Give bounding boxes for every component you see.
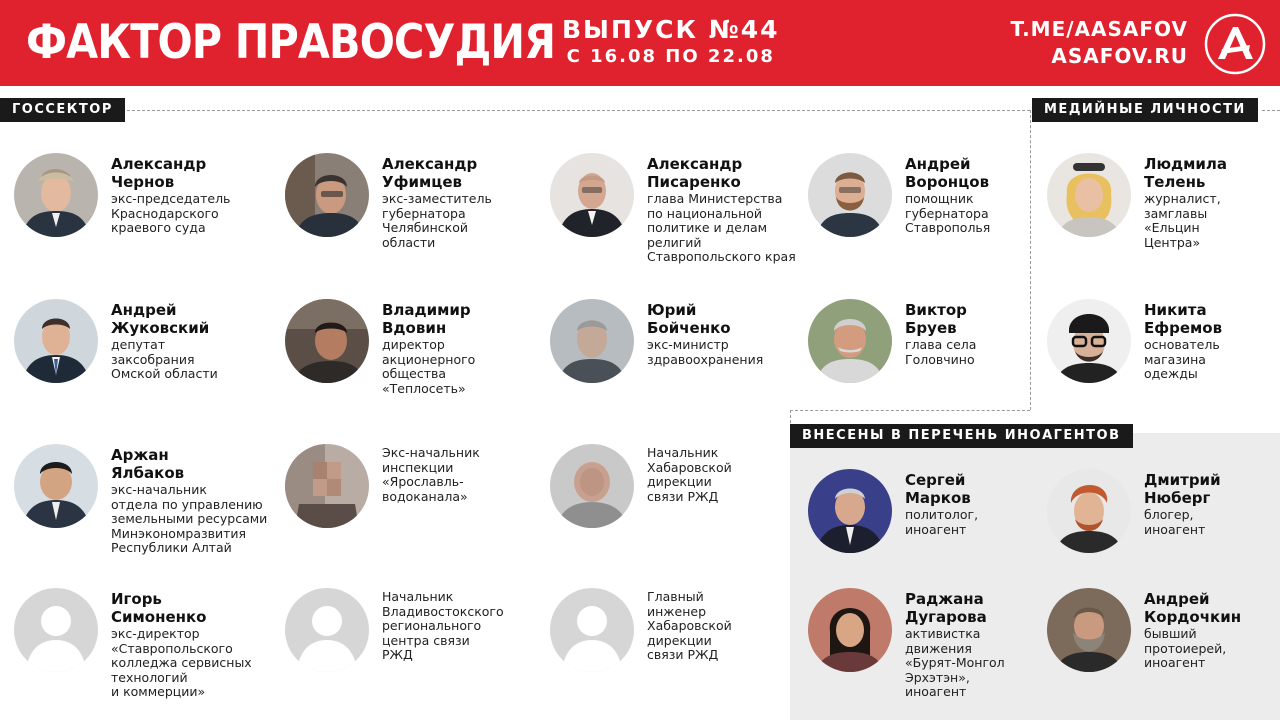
role-line: директор <box>382 337 445 352</box>
role-line: экс-директор <box>111 626 200 641</box>
person-info <box>1144 155 1227 250</box>
role-line: «Бурят-Монгол <box>905 655 1005 670</box>
role <box>382 338 475 396</box>
person-info <box>382 155 492 250</box>
person-info <box>382 446 480 504</box>
role-line: журналист, <box>1144 191 1221 206</box>
person-name-line: Телень <box>1144 173 1206 191</box>
role-line: инженер <box>647 603 707 619</box>
person-name-line: Бойченко <box>647 319 731 337</box>
role-line: основатель <box>1144 337 1220 352</box>
person-name-line: Игорь <box>111 590 162 608</box>
role-line: Минэкономразвития <box>111 525 247 541</box>
person-name-line: Дугарова <box>905 608 987 626</box>
role <box>1144 508 1221 537</box>
role <box>111 192 230 236</box>
role <box>647 590 732 663</box>
role-line: магазина <box>1144 351 1206 367</box>
person-name-line: Аржан <box>111 446 169 464</box>
brand-title: ФАКТОР ПРАВОСУДИЯ <box>26 15 556 70</box>
avatar <box>285 153 369 237</box>
role <box>1144 192 1227 250</box>
role-line: иноагент <box>905 521 967 537</box>
role <box>905 508 978 537</box>
avatar <box>1047 153 1131 237</box>
role-line: акционерного <box>382 351 476 367</box>
avatar <box>550 299 634 383</box>
role-line: экс-министр <box>647 337 729 352</box>
role-line: религий <box>647 234 702 250</box>
role-line: заксобрания <box>111 351 195 367</box>
role-line: отдела по управлению <box>111 496 263 512</box>
person-name-line: Юрий <box>647 301 697 319</box>
role-line: по национальной <box>647 205 763 221</box>
person-info <box>382 590 504 663</box>
role-line: дирекции <box>647 632 712 648</box>
role-line: экс-начальник <box>111 482 207 497</box>
role <box>905 192 990 236</box>
person-name-line: Кордочкин <box>1144 608 1242 626</box>
person-name-line: Никита <box>1144 301 1207 319</box>
person-name-line: Ялбаков <box>111 464 185 482</box>
avatar <box>14 444 98 528</box>
role-line: дирекции <box>647 474 712 489</box>
avatar <box>808 299 892 383</box>
avatar <box>808 469 892 553</box>
role-line: технологий <box>111 669 188 685</box>
person-name-line: Андрей <box>111 301 177 319</box>
role <box>382 446 480 504</box>
person-name-line: Сергей <box>905 471 966 489</box>
role-line: водоканала» <box>382 488 468 504</box>
last-name: Чернов <box>111 173 175 191</box>
person-name-line: Вдовин <box>382 319 447 337</box>
role <box>382 590 504 663</box>
role <box>647 192 796 265</box>
avatar <box>1047 469 1131 553</box>
role <box>1144 338 1222 382</box>
role-line: земельными ресурсами <box>111 511 268 526</box>
telegram-link[interactable]: T.ME/AASAFOV <box>1010 17 1188 41</box>
role-line: депутат <box>111 337 166 352</box>
role-line: Начальник <box>382 589 454 604</box>
person-info <box>647 155 796 265</box>
person-info <box>647 301 763 367</box>
role-line: «Ельцин <box>1144 220 1200 235</box>
role-line: Хабаровской <box>647 618 732 633</box>
role-line: Омской области <box>111 366 218 381</box>
role-line: краевого суда <box>111 220 206 235</box>
person-name-line: Владимир <box>382 301 471 319</box>
role-line: помощник <box>905 191 974 206</box>
contacts <box>1010 16 1188 70</box>
role-line: глава села <box>905 337 977 352</box>
role-line: экс-заместитель <box>382 191 492 206</box>
person-info <box>111 446 267 556</box>
role-line: колледжа сервисных <box>111 655 252 670</box>
role <box>111 627 252 700</box>
site-link[interactable]: ASAFOV.RU <box>1051 44 1188 68</box>
role-line: замглавы <box>1144 205 1208 221</box>
role <box>905 338 976 367</box>
role-line: Центра» <box>1144 234 1201 250</box>
person-name-line: Нюберг <box>1144 489 1211 507</box>
role-line: связи РЖД <box>647 647 719 662</box>
person-name-line: Александр <box>647 155 743 173</box>
person-name-line: Уфимцев <box>382 173 463 191</box>
section-label-gossektor: ГОССЕКТОР <box>0 98 125 122</box>
role-line: общества <box>382 366 447 381</box>
role-line: губернатора <box>382 205 466 221</box>
role-line: Республики Алтай <box>111 540 232 555</box>
person-info <box>1144 590 1241 671</box>
role <box>647 446 732 504</box>
person-info <box>382 301 475 396</box>
avatar <box>550 153 634 237</box>
person-name-line: Ефремов <box>1144 319 1223 337</box>
role-line: губернатора <box>905 205 989 221</box>
person-name-line: Воронцов <box>905 173 990 191</box>
role-line: иноагент <box>1144 655 1206 670</box>
avatar-placeholder <box>285 588 369 672</box>
role-line: центра связи <box>382 632 470 648</box>
role-line: протоиерей, <box>1144 640 1227 656</box>
avatar <box>1047 299 1131 383</box>
role <box>1144 627 1241 671</box>
inoagent-top-divider <box>790 410 1030 411</box>
person-info <box>905 471 978 537</box>
role-line: инспекции <box>382 459 454 475</box>
role-line: Главный <box>647 589 704 604</box>
asafov-logo-icon[interactable] <box>1204 13 1266 75</box>
role-line: здравоохранения <box>647 351 764 367</box>
role-line: иноагент <box>905 684 967 699</box>
media-vertical-divider <box>1030 110 1031 410</box>
person-info <box>1144 471 1221 537</box>
role-line: Эрхэтэн», <box>905 669 970 685</box>
person-info <box>905 155 990 236</box>
role-line: Начальник <box>647 445 719 460</box>
role <box>111 338 218 382</box>
role-line: регионального <box>382 618 482 633</box>
role-line: «Ярославль- <box>382 474 464 489</box>
issue-dates: С 16.08 ПО 22.08 <box>566 46 775 67</box>
role-line: бывший <box>1144 626 1197 641</box>
avatar-placeholder <box>550 588 634 672</box>
role-line: политолог, <box>905 507 979 522</box>
role-line: глава Министерства <box>647 191 783 206</box>
avatar <box>808 588 892 672</box>
role-line: области <box>382 234 436 250</box>
role-line: Краснодарского <box>111 205 219 221</box>
person-name-line: Раджана <box>905 590 984 608</box>
avatar <box>14 153 98 237</box>
role-line: иноагент <box>1144 521 1206 537</box>
person-name-line: Бруев <box>905 319 957 337</box>
person-name-line: Виктор <box>905 301 967 319</box>
role <box>111 483 267 556</box>
person-info <box>905 590 1005 700</box>
person-info <box>905 301 976 367</box>
avatar-blurred <box>285 444 369 528</box>
person-info <box>1144 301 1222 382</box>
avatar-placeholder <box>14 588 98 672</box>
person-name-line: Андрей <box>905 155 971 173</box>
person-info <box>111 155 230 236</box>
role-line: Владивостокского <box>382 603 504 619</box>
role-line: РЖД <box>382 647 413 662</box>
role-line: Челябинской <box>382 220 468 235</box>
issue-info <box>562 15 780 69</box>
issue-number: ВЫПУСК №44 <box>562 15 780 44</box>
role-line: Экс-начальник <box>382 445 480 460</box>
role-line: «Ставропольского <box>111 640 233 656</box>
media-divider <box>1262 110 1280 111</box>
role-line: блогер, <box>1144 507 1194 522</box>
role-line: и коммерции» <box>111 684 206 699</box>
role-line: связи РЖД <box>647 488 719 504</box>
role <box>905 627 1005 700</box>
person-info <box>111 301 218 382</box>
role-line: Головчино <box>905 351 975 367</box>
avatar <box>285 299 369 383</box>
role-line: активистка <box>905 626 981 641</box>
role-line: Ставропольского края <box>647 249 796 264</box>
role <box>382 192 492 250</box>
section-label-inoagents: ВНЕСЕНЫ В ПЕРЕЧЕНЬ ИНОАГЕНТОВ <box>790 424 1133 448</box>
avatar <box>1047 588 1131 672</box>
role-line: экс-председатель <box>111 191 231 206</box>
avatar <box>14 299 98 383</box>
header-bar <box>0 0 1280 86</box>
role-line: политике и делам <box>647 220 768 235</box>
role-line: Хабаровской <box>647 459 732 475</box>
person-name-line: Дмитрий <box>1144 471 1221 489</box>
person-name-line: Андрей <box>1144 590 1210 608</box>
person-name-line: Людмила <box>1144 155 1228 173</box>
section-label-media: МЕДИЙНЫЕ ЛИЧНОСТИ <box>1032 98 1258 122</box>
first-name: Александр <box>111 155 207 173</box>
person-name-line: Марков <box>905 489 971 507</box>
person-info <box>647 590 732 663</box>
person-info <box>647 446 732 504</box>
avatar-blurred <box>550 444 634 528</box>
logo-letter: А <box>1235 73 1236 74</box>
person-name-line: Симоненко <box>111 608 207 626</box>
person-name-line: Александр <box>382 155 478 173</box>
avatar <box>808 153 892 237</box>
person-name-line: Писаренко <box>647 173 741 191</box>
person-name-line: Жуковский <box>111 319 210 337</box>
role <box>647 338 763 367</box>
role-line: Ставрополья <box>905 220 991 235</box>
role-line: одежды <box>1144 366 1198 381</box>
role-line: движения <box>905 640 972 656</box>
gossektor-divider <box>122 110 1030 111</box>
role-line: «Теплосеть» <box>382 380 466 396</box>
person-info <box>111 590 252 700</box>
